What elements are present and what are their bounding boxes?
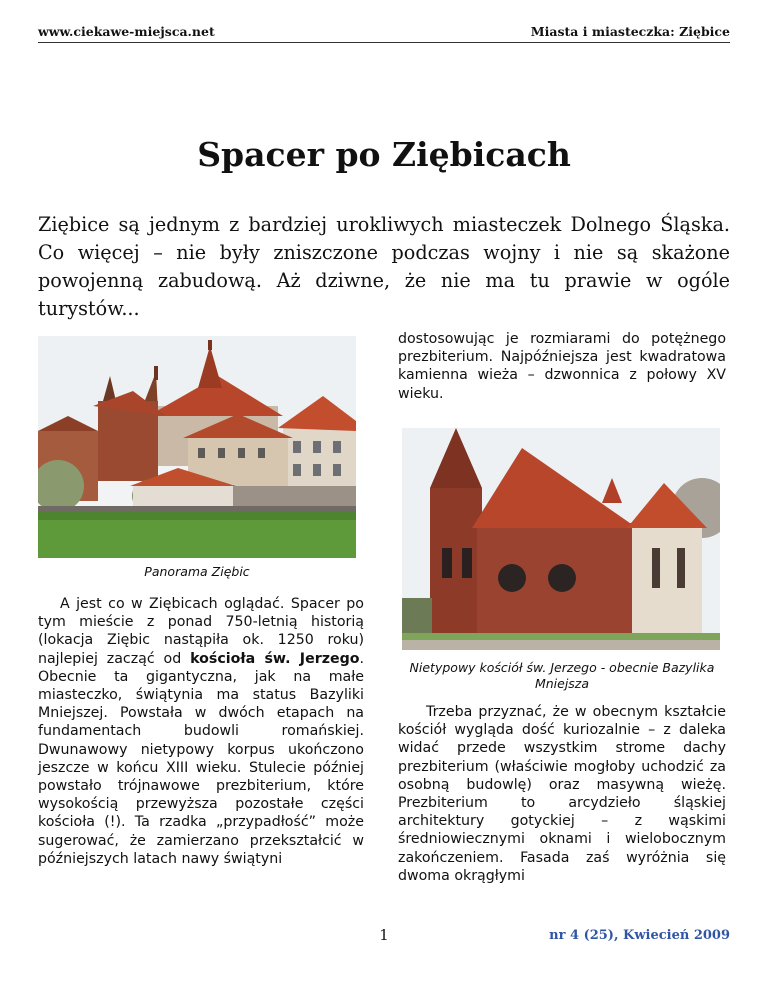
article-lead: Ziębice są jednym z bardziej urokliwych miasteczek Dolnego Śląska. Co więcej – nie były zniszczone podczas wojny i nie są skażone powojenną zabudową. Aż dziwne, że nie ma tu prawie w ogóle turystów... xyxy=(38,213,730,320)
church-photo xyxy=(402,428,720,650)
column-right xyxy=(398,703,726,885)
paragraph: Trzeba przyznać, że w obecnym kształcie kościół wygląda dość kuriozalnie – z daleka widać przede wszystkim strome dachy prezbiterium (właściwie mogłoby uchodzić za osobną budowlę) oraz masywną wieżę. Prezbiterium to arcydzieło śląskiej architektury gotyckiej – z wąskimi średniowiecznymi oknami i wielobocznym zakończeniem. Fasada zaś wyróżnia się dwoma okrągłymi xyxy=(398,704,726,884)
paragraph-text: A jest co w Ziębicach oglądać. Spacer po tym mieście z ponad 750-letnią historią (lokacja Ziębic nastąpiła ok. 1250 roku) najlepiej zacząć od xyxy=(38,596,364,667)
panorama-caption: Panorama Ziębic xyxy=(144,564,250,579)
section-title: Miasta i miasteczka: Ziębice xyxy=(530,24,730,39)
church-name-bold: kościoła św. Jerzego xyxy=(190,650,360,667)
issue-label: nr 4 (25), Kwiecień 2009 xyxy=(549,928,730,943)
church-caption: Nietypowy kościół św. Jerzego - obecnie Bazylika Mniejsza xyxy=(409,660,715,691)
paragraph xyxy=(38,595,364,868)
column-right-continuation xyxy=(398,330,726,403)
header-divider xyxy=(38,42,730,43)
column-left xyxy=(38,595,364,868)
site-url[interactable]: www.ciekawe-miejsca.net xyxy=(38,24,215,39)
panorama-photo xyxy=(38,336,356,558)
page-number: 1 xyxy=(379,926,389,944)
article-title: Spacer po Ziębicach xyxy=(197,135,571,174)
paragraph: dostosowując je rozmiarami do potężnego prezbiterium. Najpóźniejsza jest kwadratowa kamienna wieża – dzwonnica z połowy XV wieku. xyxy=(398,331,726,402)
paragraph-text-continued: . Obecnie ta gigantyczna, jak na małe miasteczko, świątynia ma status Bazyliki Mniejszej. Powstała w dwóch etapach na fundamentach budowli romańskiej. Dwunawowy nietypowy korpus ukończono jeszcze w końcu XIII wieku. Stulecie później powstało trójnawowe prezbiterium, które wysokością przewyższa pozostałe części kościoła (!). Ta rzadka „przypadłość” może sugerować, że zamierzano przekształcić w późniejszych latach nawy świątyni xyxy=(38,650,364,867)
